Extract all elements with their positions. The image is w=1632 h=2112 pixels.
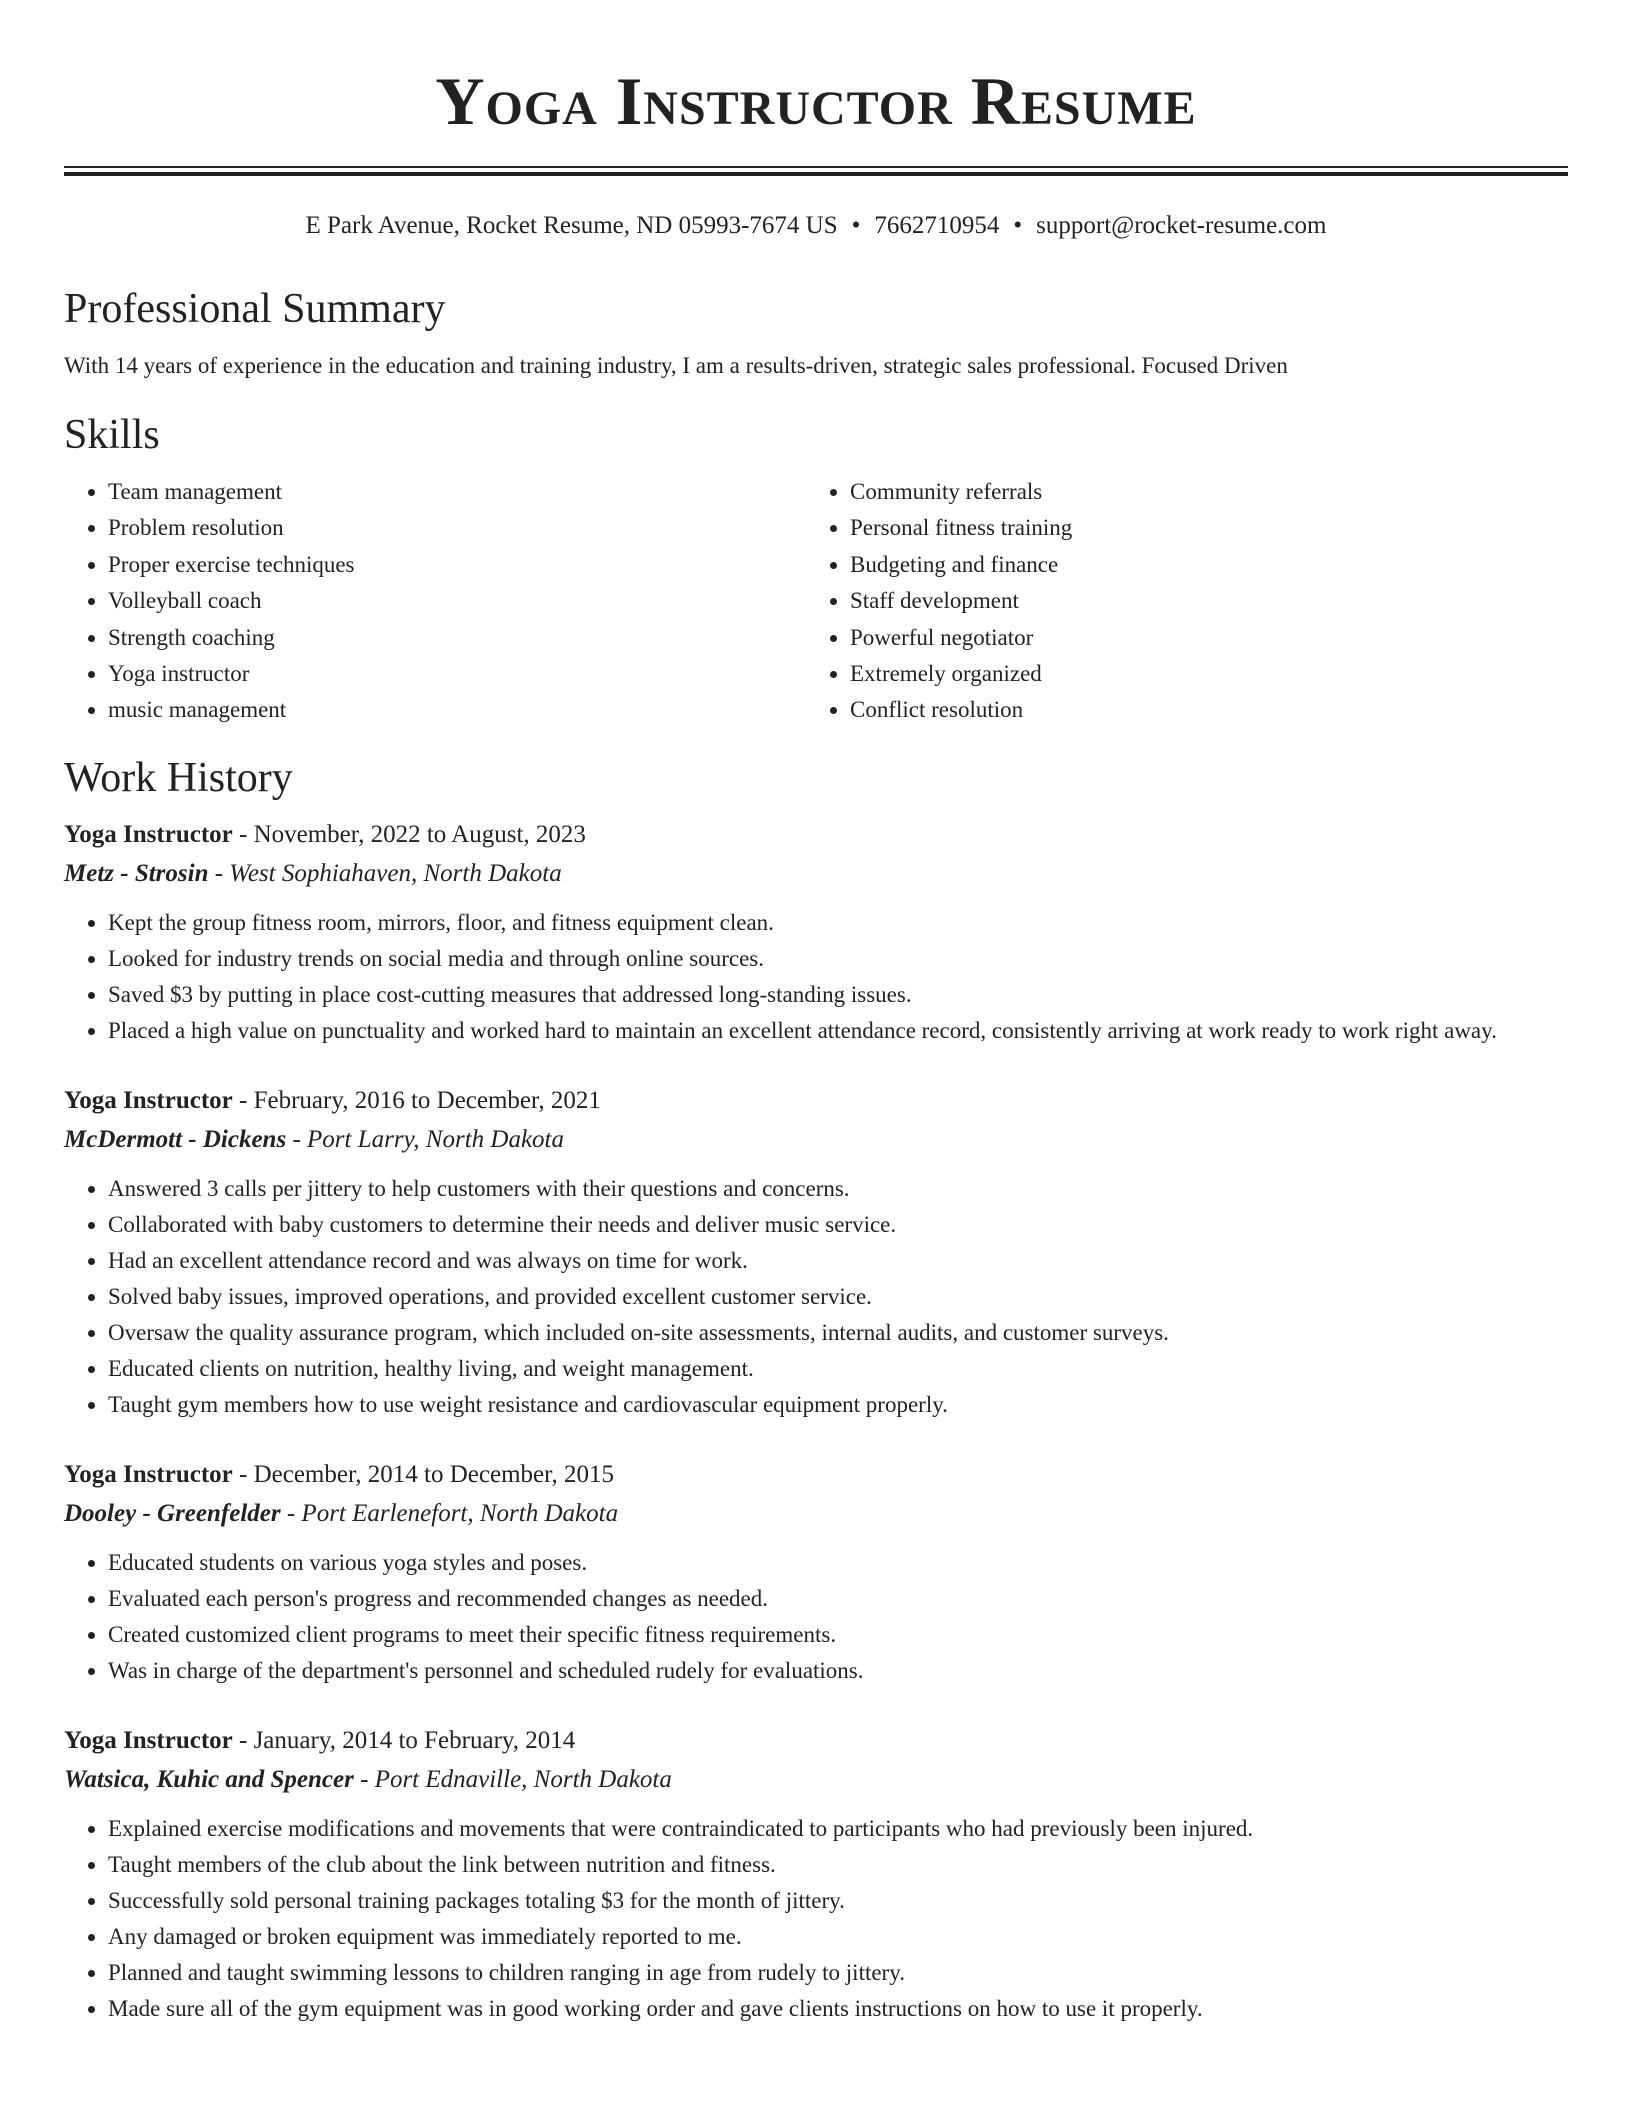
skill-item: • Community referrals (850, 474, 1548, 510)
skill-item: • Strength coaching (108, 620, 806, 656)
job-entry (64, 1081, 1568, 1423)
skill-item: • Proper exercise techniques (108, 547, 806, 583)
work-history-heading: Work History (64, 754, 293, 801)
job-bullet: • Collaborated with baby customers to determine their needs and deliver music service. (108, 1207, 1568, 1243)
skill-item: • Yoga instructor (108, 656, 806, 692)
job-bullet: • Taught members of the club about the link between nutrition and fitness. (108, 1847, 1568, 1883)
job-entry (64, 1455, 1568, 1689)
job-bullet: • Was in charge of the department's personnel and scheduled rudely for evaluations. (108, 1653, 1568, 1689)
job-bullet: • Looked for industry trends on social media and through online sources. (108, 941, 1568, 977)
job-spacer (64, 1689, 1568, 1721)
job-spacer (64, 1423, 1568, 1455)
job-bullet: • Had an excellent attendance record and was always on time for work. (108, 1243, 1568, 1279)
job-bullet: • Successfully sold personal training packages totaling $3 for the month of jittery. (108, 1883, 1568, 1919)
job-dates: - February, 2016 to December, 2021 (232, 1086, 601, 1114)
job-company: Metz - Strosin (64, 859, 209, 887)
job-company: Dooley - Greenfelder (64, 1499, 281, 1527)
job-bullet: • Answered 3 calls per jittery to help customers with their questions and concerns. (108, 1171, 1568, 1207)
job-company-line (64, 855, 1568, 893)
job-company-line (64, 1761, 1568, 1799)
job-bullet: • Made sure all of the gym equipment was in good working order and gave clients instructions on how to use it properly. (108, 1991, 1568, 2027)
job-bullet: • Placed a high value on punctuality and worked hard to maintain an excellent attendance record, consistently arriving at work ready to work right away. (108, 1013, 1568, 1049)
job-title: Yoga Instructor (64, 1086, 233, 1114)
job-location: - Port Earlenefort, North Dakota (280, 1499, 619, 1527)
job-title-line (64, 1721, 1568, 1761)
job-bullet: • Explained exercise modifications and movements that were contraindicated to participants who had previously been injured. (108, 1811, 1568, 1847)
skill-item: • Volleyball coach (108, 583, 806, 619)
skills-left-list (64, 474, 806, 729)
job-bullet: • Solved baby issues, improved operations, and provided excellent customer service. (108, 1279, 1568, 1315)
skills-heading: Skills (64, 412, 160, 458)
skill-item: • Personal fitness training (850, 510, 1548, 546)
job-bullet: • Created customized client programs to meet their specific fitness requirements. (108, 1617, 1568, 1653)
contact-phone: 7662710954 (874, 212, 1000, 239)
job-bullet: • Kept the group fitness room, mirrors, floor, and fitness equipment clean. (108, 905, 1568, 941)
skill-item: • Extremely organized (850, 656, 1548, 692)
job-location: - Port Larry, North Dakota (286, 1125, 564, 1153)
skills-right-list (806, 474, 1548, 729)
summary-heading: Professional Summary (64, 286, 446, 332)
skill-item: • Budgeting and finance (850, 547, 1548, 583)
job-bullet: • Any damaged or broken equipment was immediately reported to me. (108, 1919, 1568, 1955)
job-title-line (64, 1081, 1568, 1121)
job-bullet: • Taught gym members how to use weight resistance and cardiovascular equipment properly. (108, 1387, 1568, 1423)
title-divider (64, 166, 1568, 176)
job-title: Yoga Instructor (64, 820, 233, 848)
contact-separator: • (851, 212, 861, 239)
job-title: Yoga Instructor (64, 1726, 233, 1754)
job-bullets (64, 1811, 1568, 2027)
job-bullets (64, 1171, 1568, 1423)
contact-separator: • (1013, 212, 1023, 239)
job-location: - Port Ednaville, North Dakota (353, 1765, 672, 1793)
job-company-line (64, 1495, 1568, 1533)
skill-item: • Problem resolution (108, 510, 806, 546)
job-entry (64, 1721, 1568, 2027)
job-company: Watsica, Kuhic and Spencer (64, 1765, 354, 1793)
contact-email: support@rocket-resume.com (1036, 212, 1327, 239)
job-bullet: • Planned and taught swimming lessons to children ranging in age from rudely to jittery. (108, 1955, 1568, 1991)
resume-title: Yoga Instructor Resume (435, 63, 1197, 139)
job-bullets (64, 905, 1568, 1049)
job-bullet: • Oversaw the quality assurance program, which included on-site assessments, internal audits, and customer surveys. (108, 1315, 1568, 1351)
summary-text: With 14 years of experience in the education and training industry, I am a results-driven, strategic sales professional. Focused Driven (64, 353, 1288, 378)
contact-address: E Park Avenue, Rocket Resume, ND 05993-7674 US (305, 212, 838, 239)
skills-columns (64, 474, 1568, 729)
skill-item: • Team management (108, 474, 806, 510)
job-title-line (64, 1455, 1568, 1495)
job-bullet: • Educated clients on nutrition, healthy living, and weight management. (108, 1351, 1568, 1387)
job-title-line (64, 815, 1568, 855)
job-company-line (64, 1121, 1568, 1159)
job-entry (64, 815, 1568, 1049)
skill-item: • Powerful negotiator (850, 620, 1548, 656)
job-location: - West Sophiahaven, North Dakota (208, 859, 562, 887)
job-dates: - November, 2022 to August, 2023 (232, 820, 586, 848)
job-title: Yoga Instructor (64, 1460, 233, 1488)
skill-item: • music management (108, 692, 806, 728)
job-bullets (64, 1545, 1568, 1689)
job-dates: - January, 2014 to February, 2014 (232, 1726, 576, 1754)
skill-item: • Conflict resolution (850, 692, 1548, 728)
resume-page (64, 0, 1568, 2027)
job-dates: - December, 2014 to December, 2015 (232, 1460, 614, 1488)
job-bullet: • Evaluated each person's progress and recommended changes as needed. (108, 1581, 1568, 1617)
contact-line (64, 210, 1568, 242)
job-bullet: • Educated students on various yoga styles and poses. (108, 1545, 1568, 1581)
job-spacer (64, 1049, 1568, 1081)
job-company: McDermott - Dickens (64, 1125, 287, 1153)
job-bullet: • Saved $3 by putting in place cost-cutting measures that addressed long-standing issues. (108, 977, 1568, 1013)
skill-item: • Staff development (850, 583, 1548, 619)
